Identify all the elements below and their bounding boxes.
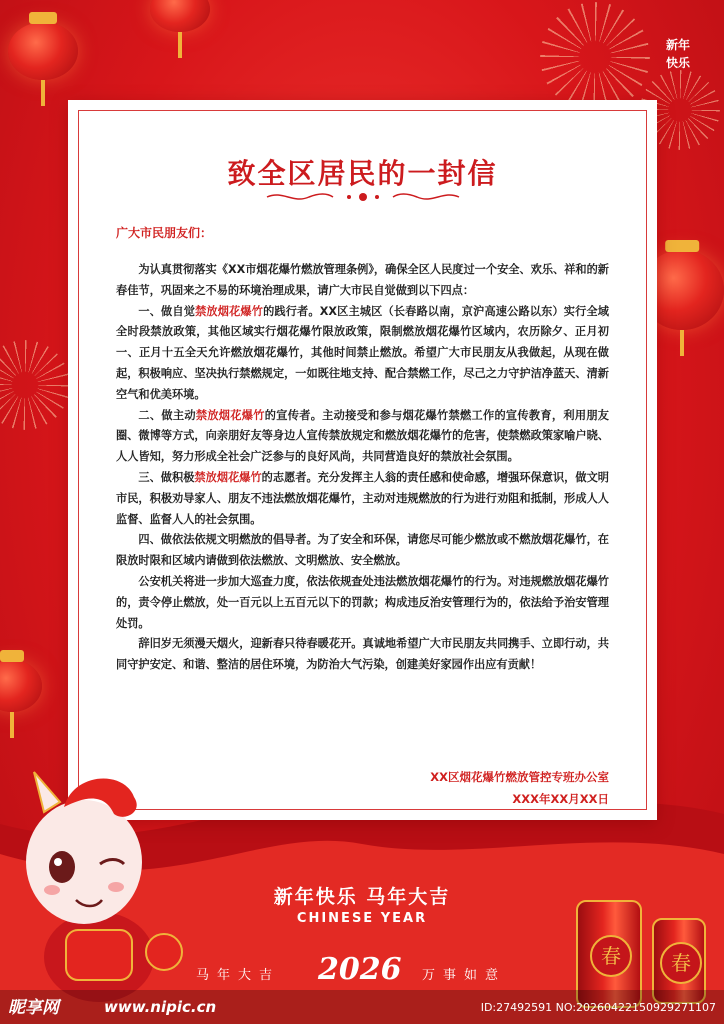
spring-char-icon: 春 <box>590 935 632 977</box>
paragraph-text: 一、做自觉 <box>138 304 196 318</box>
paragraph-police <box>116 572 609 634</box>
letter-greeting: 广大市民朋友们： <box>116 226 213 240</box>
highlight-text: 禁放烟花爆竹 <box>195 304 264 318</box>
highlight-text: 禁放烟花爆竹 <box>194 470 262 484</box>
footer-slogan-en: CHINESE YEAR <box>296 911 428 926</box>
paragraph-point-4 <box>116 530 609 572</box>
corner-greeting <box>666 36 690 72</box>
paragraph-point-1 <box>116 302 609 406</box>
corner-line-2: 快乐 <box>665 56 690 70</box>
paragraph-text: 三、做积极 <box>138 470 195 484</box>
paragraph-text: 为认真贯彻落实《XX市烟花爆竹燃放管理条例》，确保全区人民度过一个安全、欢乐、祥和的新春佳节，巩固来之不易的环境治理成果，请广大市民自觉做到以下四点： <box>116 263 609 297</box>
corner-line-1: 新年 <box>665 38 690 52</box>
letter-signature-block <box>430 766 609 810</box>
paragraph-text: 的践行者。XX区主城区（长春路以南，京沪高速公路以东）实行全域全时段禁放政策，其他区域实行烟花爆竹限放政策，限制燃放烟花爆竹区域内，农历除夕、正月初一、正月十五全天允许燃放烟花爆竹，其他时间禁止燃放。希望广大市民朋友从我做起，从现在做起，积极响应、坚决执行禁燃规定，一如既往地支持、配合禁燃工作，尽己之力守护洁净蓝天、清新空气和优美环境。 <box>116 304 609 401</box>
signature-date: XXX年XX月XX日 <box>512 792 609 806</box>
firework-left <box>0 340 70 430</box>
footer-phrase-left: 马年大吉 <box>196 968 281 983</box>
letter-paper <box>68 100 657 820</box>
paragraph-text: 四、做依法依规文明燃放的倡导者。为了安全和环保，请您尽可能少燃放或不燃放烟花爆竹，在限放时限和区域内请做到依法燃放、文明燃放、安全燃放。 <box>116 533 609 568</box>
lantern-top-left <box>8 22 78 80</box>
watermark-id: ID:27492591 NO:20260422150929271107 <box>480 1001 716 1014</box>
lantern-left-lower <box>0 660 42 712</box>
title-ornament <box>263 190 463 204</box>
horse-mascot-icon <box>4 752 194 1002</box>
paragraph-text: 公安机关将进一步加大巡查力度，依法依规查处违法燃放烟花爆竹的行为。对违规燃放烟花爆竹的，责令停止燃放，处一百元以上五百元以下的罚款；构成违反治安管理行为的，依法给予治安管理处罚。 <box>116 574 609 630</box>
footer-slogan: 新年快乐 马年大吉 <box>273 886 451 908</box>
paragraph-text: 辞旧岁无须漫天烟火，迎新春只待春暖花开。真诚地希望广大市民朋友共同携手、立即行动，共同守护安定、和谐、整洁的居住环境，为防治大气污染，创建美好家园作出应有贡献！ <box>116 637 609 672</box>
paragraph-point-3 <box>116 468 609 530</box>
watermark-url: www.nipic.cn <box>104 998 217 1016</box>
paragraph-closing <box>116 634 609 676</box>
paragraph-point-2 <box>116 406 609 468</box>
paragraph-text: 的志愿者。充分发挥主人翁的责任感和使命感，增强环保意识，做文明市民，积极劝导家人、朋友不违法燃放烟花爆竹，主动对违规燃放的行为进行劝阻和抵制，形成人人监督、监督人人的社会氛围。 <box>116 470 609 526</box>
lantern-top-center <box>150 0 210 32</box>
paragraph-intro <box>116 260 609 302</box>
firework-top-right <box>540 2 650 112</box>
footer-year: 2026 <box>318 952 402 987</box>
highlight-text: 禁放烟花爆竹 <box>195 408 265 422</box>
letter-title: 致全区居民的一封信 <box>227 157 498 190</box>
paragraph-text: 的宣传者。主动接受和参与烟花爆竹禁燃工作的宣传教育，利用朋友圈、微博等方式，向亲朋好友等身边人宣传禁放规定和燃放烟花爆竹的危害，使禁燃政策家喻户晓、人人皆知，努力形成全社会广泛参与的良好风尚，共同营造良好的禁放社会氛围。 <box>116 408 609 464</box>
paragraph-text: 二、做主动 <box>138 408 196 422</box>
footer-phrase-right: 万事如意 <box>422 968 507 983</box>
watermark-logo: 昵享网 <box>8 998 59 1018</box>
signature-org: XX区烟花爆竹燃放管控专班办公室 <box>430 770 609 784</box>
letter-body <box>116 260 609 676</box>
spring-char-icon: 春 <box>660 942 702 984</box>
